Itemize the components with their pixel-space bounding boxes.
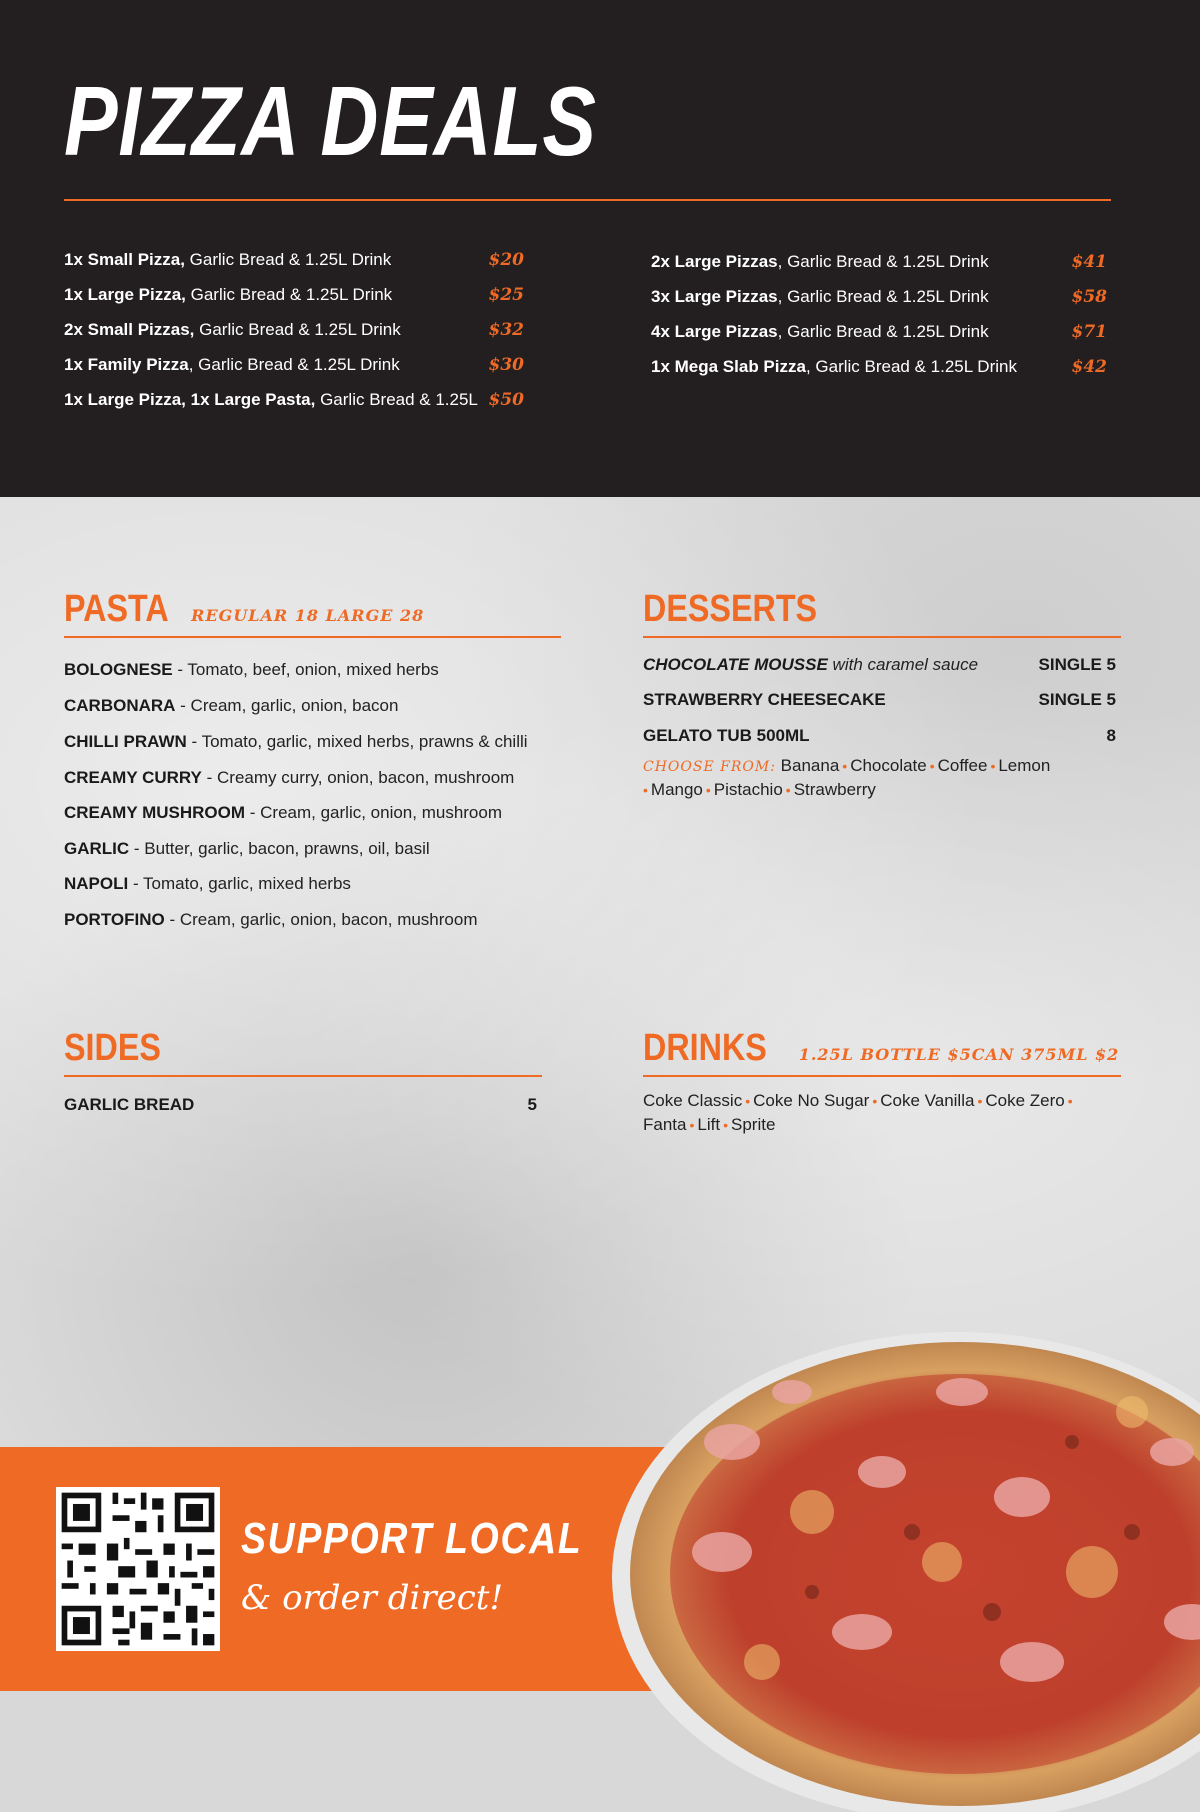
qr-code-icon [56,1487,220,1651]
deal-price: $25 [488,285,524,305]
drinks-heading [643,1029,1119,1067]
dessert-price: SINGLE 5 [1038,655,1116,674]
deal-desc: , Garlic Bread & 1.25L Drink [188,355,400,374]
deal-desc: , Garlic Bread & 1.25L Drink [777,252,989,271]
pizza-image [612,1332,1200,1812]
pasta-divider [64,636,561,638]
pasta-heading [64,590,424,628]
drinks-line-1 [643,1090,1076,1112]
deal-desc: , Garlic Bread & 1.25L Drink [805,357,1017,376]
sides-title: SIDES [64,1027,161,1069]
drink: Lift [697,1115,721,1134]
deal-price: $41 [1071,252,1107,272]
bullet-icon: • [842,758,848,774]
dessert-item [643,654,1116,676]
drinks-line-2 [643,1114,775,1136]
bullet-icon: • [689,1117,695,1133]
deal-item [64,319,524,354]
deal-price: $58 [1071,287,1107,307]
deal-price: $42 [1071,357,1107,377]
deal-desc: Garlic Bread & 1.25L Drink [184,250,392,269]
deal-price: $30 [488,355,524,375]
deal-name: 2x Small Pizzas, [64,320,195,339]
drink: Coke No Sugar [753,1091,870,1110]
deal-name: 3x Large Pizzas [651,287,778,306]
gelato-flavours-line-2 [643,779,876,801]
page-title: PIZZA DEALS [64,66,597,176]
bullet-icon: • [929,758,935,774]
sides-heading [64,1029,178,1067]
deal-name: 1x Family Pizza [64,355,189,374]
pasta-name: CARBONARA [64,696,176,715]
drinks-can-price: CAN 375ML $2 [971,1045,1120,1064]
bullet-icon: • [990,758,996,774]
deal-item [651,356,1107,391]
deal-name: 1x Mega Slab Pizza [651,357,806,376]
pasta-item [64,659,439,681]
deal-price: $50 [488,390,524,410]
deal-name: 2x Large Pizzas [651,252,778,271]
bullet-icon: • [643,782,648,798]
deal-name: 1x Large Pizza, 1x Large Pasta, [64,390,316,409]
deal-item [64,354,524,389]
pasta-desc: - Creamy curry, onion, bacon, mushroom [201,768,515,787]
drink: Sprite [730,1115,776,1134]
bullet-icon: • [745,1093,751,1109]
flavour: Mango [650,780,703,799]
bullet-icon: • [977,1093,983,1109]
pasta-title: PASTA [64,588,169,630]
pasta-name: PORTOFINO [64,910,165,929]
deal-item [64,249,524,284]
desserts-divider [643,636,1121,638]
drinks-bottle-price: 1.25L BOTTLE $5 [798,1045,972,1064]
deal-desc: Garlic Bread & 1.25L [315,390,478,409]
pasta-name: NAPOLI [64,874,129,893]
flavour: Lemon [998,756,1051,775]
pasta-desc: - Tomato, garlic, mixed herbs [128,874,351,893]
bullet-icon: • [872,1093,878,1109]
deal-price: $20 [488,250,524,270]
deal-name: 1x Large Pizza, [64,285,186,304]
choose-from-label: CHOOSE FROM: [643,759,776,775]
pasta-item [64,695,398,717]
flavour: Coffee [937,756,988,775]
dessert-name: CHOCOLATE MOUSSE [643,655,828,674]
pasta-item [64,909,478,931]
pasta-item [64,873,351,895]
order-direct-tagline: & order direct! [241,1578,504,1618]
deal-price: $32 [488,320,524,340]
menu-body-background [0,497,1200,1447]
dessert-name: STRAWBERRY CHEESECAKE [643,690,886,709]
deals-list-left [64,249,524,424]
qr-code[interactable] [56,1487,220,1651]
deal-item [651,286,1107,321]
bullet-icon: • [785,782,791,798]
pasta-name: CHILLI PRAWN [64,732,187,751]
deals-list-right [651,251,1107,391]
deal-desc: , Garlic Bread & 1.25L Drink [777,322,989,341]
deals-header-band [0,0,1200,497]
pasta-name: BOLOGNESE [64,660,173,679]
deal-name: 1x Small Pizza, [64,250,185,269]
dessert-item [643,725,1116,747]
dessert-desc: with caramel sauce [827,655,979,674]
pasta-item [64,767,514,789]
flavour: Strawberry [793,780,876,799]
deal-item [64,389,524,424]
pasta-item [64,802,502,824]
side-name: GARLIC BREAD [64,1095,195,1114]
deal-desc: Garlic Bread & 1.25L Drink [194,320,401,339]
desserts-title: DESSERTS [643,588,818,630]
dessert-price: SINGLE 5 [1038,690,1116,709]
pasta-name: CREAMY CURRY [64,768,202,787]
drinks-divider [643,1075,1121,1077]
bullet-icon: • [723,1117,728,1133]
dessert-name: GELATO TUB 500ML [643,726,810,745]
sides-divider [64,1075,542,1077]
drink: Coke Classic [643,1091,743,1110]
desserts-heading [643,590,848,628]
pasta-desc: - Tomato, garlic, mixed herbs, prawns & chilli [186,732,528,751]
gelato-flavours-line-1 [643,755,1050,778]
dessert-price: 8 [1106,726,1116,745]
dessert-item [643,689,1116,711]
deal-item [64,284,524,319]
pasta-prices: REGULAR 18 LARGE 28 [191,606,425,625]
side-item [64,1094,537,1116]
support-local-heading: SUPPORT LOCAL [241,1514,583,1563]
side-price: 5 [527,1095,537,1114]
pasta-name: CREAMY MUSHROOM [64,803,246,822]
pasta-item [64,731,528,753]
flavour: Banana [780,756,840,775]
drink: Coke Vanilla [880,1091,975,1110]
pasta-desc: - Cream, garlic, onion, bacon [175,696,399,715]
pasta-desc: - Tomato, beef, onion, mixed herbs [172,660,439,679]
drink: Coke Zero [985,1091,1065,1110]
pasta-desc: - Butter, garlic, bacon, prawns, oil, basil [129,839,430,858]
pasta-desc: - Cream, garlic, onion, bacon, mushroom [164,910,478,929]
pasta-name: GARLIC [64,839,130,858]
pasta-item [64,838,430,860]
bullet-icon: • [705,782,711,798]
title-divider [64,199,1111,201]
deal-item [651,251,1107,286]
deal-item [651,321,1107,356]
deal-price: $71 [1071,322,1107,342]
flavour: Chocolate [850,756,927,775]
bullet-icon: • [1067,1093,1073,1109]
deal-desc: , Garlic Bread & 1.25L Drink [777,287,989,306]
deal-desc: Garlic Bread & 1.25L Drink [185,285,393,304]
deal-name: 4x Large Pizzas [651,322,778,341]
drinks-title: DRINKS [643,1027,767,1069]
pasta-desc: - Cream, garlic, onion, mushroom [245,803,503,822]
drink: Fanta [643,1115,687,1134]
flavour: Pistachio [713,780,783,799]
